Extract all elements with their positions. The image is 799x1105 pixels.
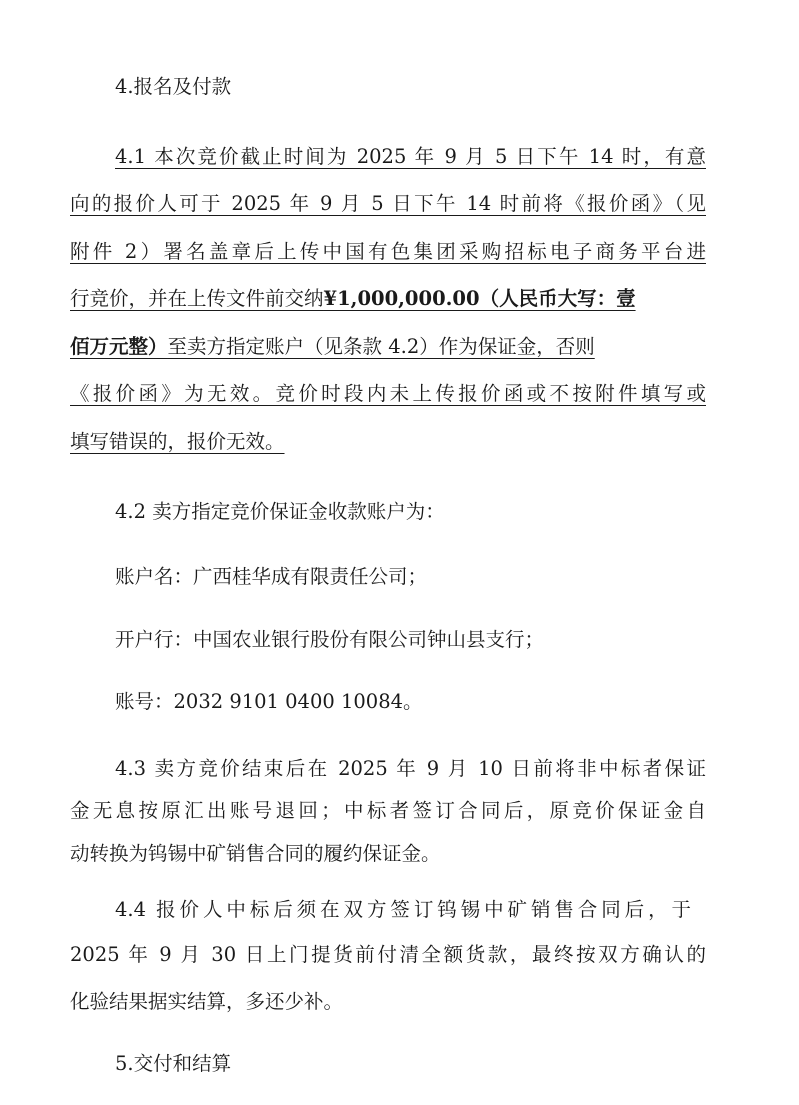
bank-name: 开户行：中国农业银行股份有限公司钟山县支行； (115, 628, 545, 651)
section-heading-4: 4.报名及付款 (115, 75, 232, 98)
clause-4-2-title: 4.2 卖方指定竞价保证金收款账户为： (115, 500, 445, 523)
clause-4-4-line-1: 4.4 报价人中标后须在双方签订钨锡中矿销售合同后，于 (115, 898, 691, 921)
clause-4-3-line-1: 4.3 卖方竞价结束后在 2025 年 9 月 10 日前将非中标者保证 (115, 757, 706, 780)
deposit-amount: ¥1,000,000.00（人民币大写：壹 (323, 287, 636, 310)
clause-4-3-line-3: 动转换为钨锡中矿销售合同的履约保证金。 (70, 842, 441, 865)
clause-4-1-line-6: 《报价函》为无效。竞价时段内未上传报价函或不按附件填写或 (70, 382, 706, 405)
clause-4-1-line-4-text: 行竞价，并在上传文件前交纳 (70, 287, 324, 310)
clause-4-1-line-3: 附件 2）署名盖章后上传中国有色集团采购招标电子商务平台进 (70, 240, 706, 263)
account-number: 账号：2032 9101 0400 10084。 (115, 690, 423, 713)
account-name: 账户名：广西桂华成有限责任公司； (115, 565, 428, 588)
clause-4-1-line-2: 向的报价人可于 2025 年 9 月 5 日下午 14 时前将《报价函》（见 (70, 192, 706, 215)
clause-4-4-line-3: 化验结果据实结算，多还少补。 (70, 990, 344, 1013)
clause-4-1-line-5 (70, 334, 706, 360)
clause-4-1-line-4 (70, 286, 706, 312)
clause-4-4-line-2: 2025 年 9 月 30 日上门提货前付清全额货款，最终按双方确认的 (70, 943, 706, 966)
deposit-amount-words: 佰万元整） (70, 335, 168, 358)
clause-4-3-line-2: 金无息按原汇出账号退回；中标者签订合同后，原竞价保证金自 (70, 799, 706, 822)
section-heading-5: 5.交付和结算 (115, 1052, 232, 1075)
clause-4-1-line-1: 4.1 本次竞价截止时间为 2025 年 9 月 5 日下午 14 时，有意 (115, 145, 706, 168)
clause-4-1-line-7: 填写错误的，报价无效。 (70, 430, 285, 453)
clause-4-1-line-5-text: 至卖方指定账户（见条款 4.2）作为保证金，否则 (167, 335, 595, 358)
